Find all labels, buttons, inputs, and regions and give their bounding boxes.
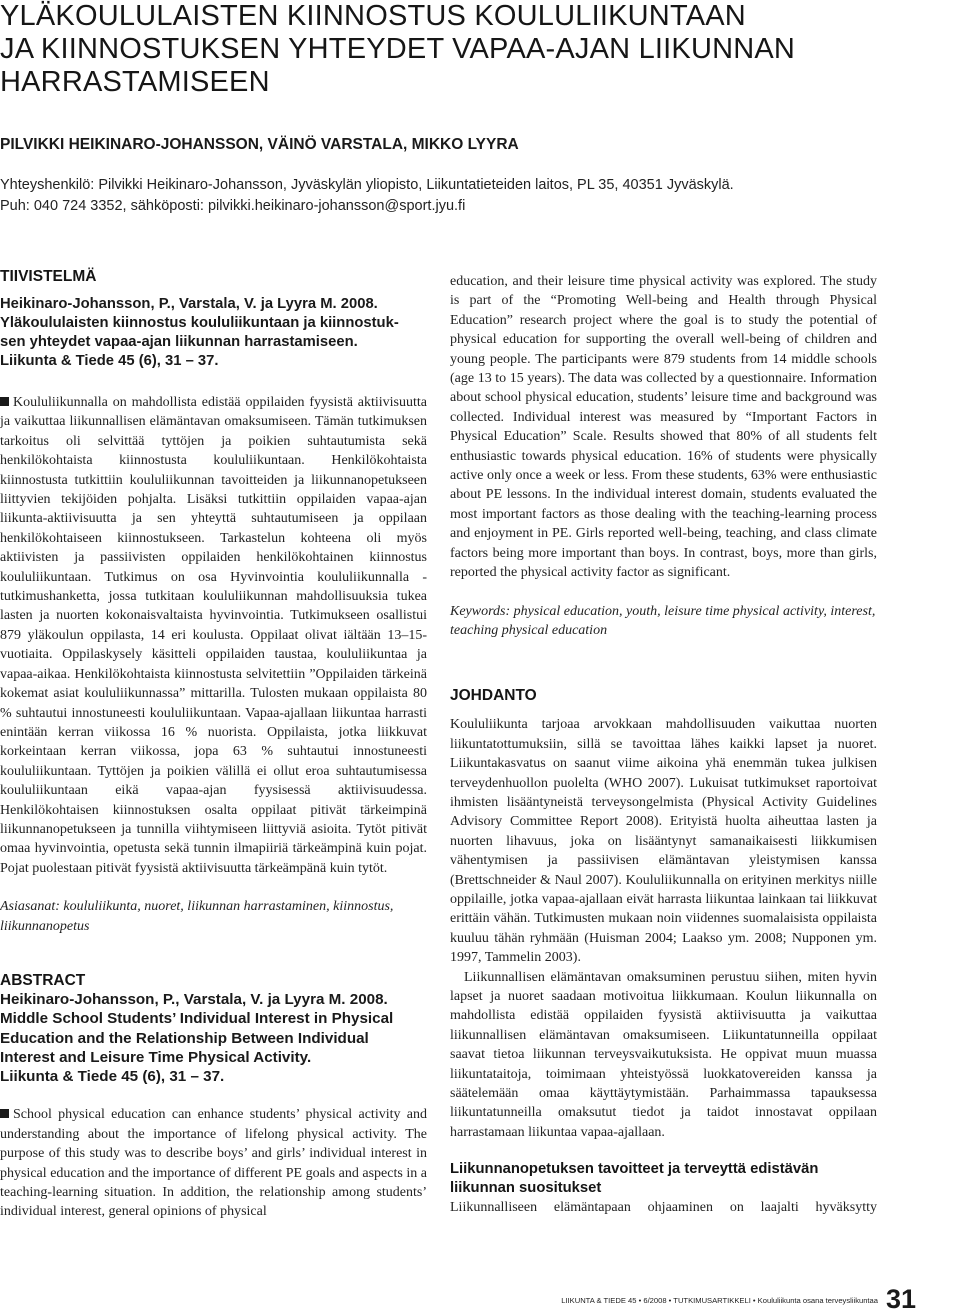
- section-paragraph: Liikunnalliseen elämäntapaan ohjaaminen on laajalti hyväksytty: [450, 1200, 877, 1216]
- title-line: HARRASTAMISEEN: [0, 66, 270, 98]
- tiivistelma-body: [0, 393, 427, 878]
- citation-line: Heikinaro-Johansson, P., Varstala, V. ja Lyyra M. 2008.: [0, 296, 378, 312]
- title-line: YLÄKOULULAISTEN KIINNOSTUS KOULULIIKUNTAAN: [0, 0, 746, 32]
- abstract-heading: ABSTRACT: [0, 971, 86, 989]
- johdanto-body: [450, 715, 877, 1142]
- citation-line: sen yhteydet vapaa-ajan liikunnan harrastamiseen.: [0, 334, 358, 350]
- bullet-square-icon: [0, 1109, 9, 1118]
- contact-line: Yhteyshenkilö: Pilvikki Heikinaro-Johansson, Jyväskylän yliopisto, Liikuntatieteiden laitos, PL 35, 40351 Jyväskylä.: [0, 177, 734, 193]
- section-subheading: Liikunnanopetuksen tavoitteet ja terveyttä edistävän liikunnan suositukset: [450, 1161, 819, 1197]
- contact-line: Puh: 040 724 3352, sähköposti: pilvikki.heikinaro-johansson@sport.jyu.fi: [0, 198, 466, 214]
- left-column: [0, 268, 427, 1222]
- citation-line: Interest and Leisure Time Physical Activity.: [0, 1048, 312, 1066]
- title-line: JA KIINNOSTUKSEN YHTEYDET VAPAA-AJAN LIIKUNNAN: [0, 33, 796, 65]
- page-number: 31: [886, 1284, 917, 1314]
- bullet-square-icon: [0, 397, 9, 406]
- tiivistelma-heading: TIIVISTELMÄ: [0, 268, 97, 285]
- abstract-keywords: Keywords: physical education, youth, leisure time physical activity, interest, teaching physical education: [450, 603, 876, 638]
- tiivistelma-citation: [0, 295, 427, 371]
- johdanto-paragraph: Koululiikunta tarjoaa arvokkaan mahdollisuuden vaikuttaa nuorten liikuntatottumuksiin, sillä se tavoittaa lähes kaikki lapset ja nuoret. Liikuntakasvatus on saanut viime aikoina yhä enemmän tukea julkisen terveydenhuollon puolelta (WHO 2007). Lukuisat tutkimukset raportoivat ihmisten lisääntyneistä terveysongelmista (Physical Activity Guidelines Advisory Committee Report 2008). Erityistä huolta aiheuttaa lasten ja nuorten lihavuus, joka on lisääntynyt samanaikaisesti liikkumisen vähentymisen ja passiivisen elämäntavan yleistymisen kanssa (Brettschneider & Naul 2007). Koululiikunnalla on erityinen merkitys niille oppilaille, jotka vapaa-ajallaan eivät harrasta liikuntaa lainkaan tai liikkuvat erittäin vähän. Tutkimusten mukaan noin viidennes suomalaisista oppilaista kuuluu tähän ryhmään (Huisman 2004; Laakso ym. 2008; Nupponen ym. 1997, Tammelin 2003).: [450, 717, 877, 966]
- tiivistelma-text: Koululiikunnalla on mahdollista edistää oppilaiden fyysistä aktiivisuutta ja vaikuttaa liikunnallisen elämäntavan omaksumiseen. Tämän tutkimuksen tarkoitus oli selvittää tyttöjen ja poikien suhtautumista sekä henkilökohtaista kiinnostusta koululiikuntaan. Henkilökohtaista kiinnostusta tutkittiin koululiikunnan tavoitteiden ja liikunnanopetukseen liittyvien tekijöiden pohjalta. Lisäksi tutkittiin oppilaiden vapaa-ajan liikunta-aktiivisuutta ja sen yhteyttä suhtautumiseen ja oppilaan henkilökohtaiseen kiinnostukseen. Tarkastelun kohteena oli myös aktiivisten ja passiivisten oppilaiden henkilökohtainen kiinnostus koululiikuntaan. Tutkimus on osa Hyvinvointia koululiikunnalla -tutkimushanketta, jossa tutkitaan koululiikunnan mahdollisuuksia tukea lasten ja nuorten kokonaisvaltaista hyvinvointia. Tutkimukseen osallistui 879 yläkoulun oppilasta, 14 eri koulusta. Oppilaat olivat iältään 13–15-vuotiaita. Oppilaskysely käsitteli oppilaiden taustaa, koululiikuntaa ja vapaa-aikaa. Henkilökohtaista kiinnostusta selvitettiin ”Oppilaiden tärkeinä kokemat asiat koululiikunnassa” mittarilla. Tulosten mukaan oppilaista 80 % suhtautui innostuneesti koululiikuntaan. Vapaa-ajallaan liikuntaa harrasti enintään kerran viikossa 16 % nuorista. Oppilaista, jotka liikkuvat korkeintaan kerran viikossa, jopa 63 % suhtautui innostuneesti koululiikuntaan. Tyttöjen ja poikien välillä ei ollut eroa suhtautumisessa koululiikuntaan eikä vapaa-ajan fyysisessä aktiivisuudessa. Henkilökohtaisen kiinnostuksen osalta oppilaat pitivät tärkeimpinä liikunnanopetukseen ja tunnilla viihtymiseen liittyviä asioita. Tytöt pitivät omaa hyvinvointia, opetusta sekä tunnin ilmapiiriä tärkeämpinä kuin pojat. Pojat puolestaan pitivät fyysistä aktiivisuutta tärkeämpänä kuin tytöt.: [0, 395, 427, 876]
- citation-line: Middle School Students’ Individual Interest in Physical: [0, 1010, 394, 1028]
- citation-line: Heikinaro-Johansson, P., Varstala, V. ja Lyyra M. 2008.: [0, 990, 388, 1008]
- citation-line: Liikunta & Tiede 45 (6), 31 – 37.: [0, 1068, 225, 1086]
- section-body: [450, 1198, 877, 1217]
- abstract-body-right: [450, 272, 877, 583]
- johdanto-paragraph: Liikunnallisen elämäntavan omaksuminen perustuu siihen, miten hyvin lapset ja nuoret saadaan motivoitua liikkumaan. Koulun liikunnalla on mahdollista edistää oppilaiden fyysistä aktiivisuutta ja vaikuttaa liikunnallisen elämäntavan omaksumiseen. Liikuntatunneilla oppilaat saavat tietoa liikunnan terveysvaikutuksista. He oppivat muun muassa liikuntataitoja, toimimaan yhteistyössä luokkatovereiden kanssa ja säätelemään omaa käyttäytymistään. Parhaimmassa tapauksessa liikuntatunneilla omaksutut tiedot ja taidot innostavat oppilaan harrastamaan liikuntaa vapaa-ajallaan.: [450, 969, 877, 1140]
- citation-line: Yläkoululaisten kiinnostus koululiikuntaan ja kiinnostuk-: [0, 315, 399, 331]
- page-footer: LIIKUNTA & TIEDE 45 • 6/2008 • TUTKIMUSARTIKKELI • Koululiikunta osana terveysliikuntaa: [561, 1296, 878, 1305]
- citation-line: Education and the Relationship Between Individual: [0, 1029, 369, 1047]
- abstract-text-continued: education, and their leisure time physical activity was explored. The study is part of the “Promoting Well-being and Health through Physical Education” research project where the goal is to study the potential of physical education for supporting the overall well-being of children and young people. The participants were 879 students from 14 middle schools (age 13 to 15 years). The data was collected by a questionnaire. Information about school physical education, students’ leisure time and background was collected. Individual interest was measured by “Important Factors in Physical Education” Scale. Results showed that 80% of all students felt enthusiastic towards physical education. 16% of students were physically active only once a week or less. From these students, 63% were enthusiastic about PE lessons. In the individual interest domain, students evaluated the most important factors as those dealing with the teaching-learning process and enjoyment in PE. Girls reported well-being, teaching, and class climate factors being more important than boys. In contrast, boys, more than girls, reported the physical activity factor as significant.: [450, 274, 877, 581]
- abstract-citation: [0, 990, 427, 1086]
- citation-line: Liikunta & Tiede 45 (6), 31 – 37.: [0, 353, 219, 369]
- johdanto-heading: JOHDANTO: [450, 687, 537, 705]
- right-column: [450, 272, 877, 1218]
- abstract-body-left: [0, 1105, 427, 1221]
- contact-info: [0, 175, 920, 217]
- tiivistelma-keywords: Asiasanat: koululiikunta, nuoret, liikunnan harrastaminen, kiinnostus, liikunnanopetus: [0, 899, 394, 934]
- article-title: [0, 0, 940, 99]
- authors: PILVIKKI HEIKINARO-JOHANSSON, VÄINÖ VARSTALA, MIKKO LYYRA: [0, 136, 519, 153]
- abstract-text: School physical education can enhance students’ physical activity and understanding about the importance of lifelong physical activity. The purpose of this study was to describe boys’ and girls’ individual interest in physical education and the importance of different PE goals and aspects in a teaching-learning situation. In addition, the relationship among students’ individual interest, general opinions of physical: [0, 1107, 427, 1220]
